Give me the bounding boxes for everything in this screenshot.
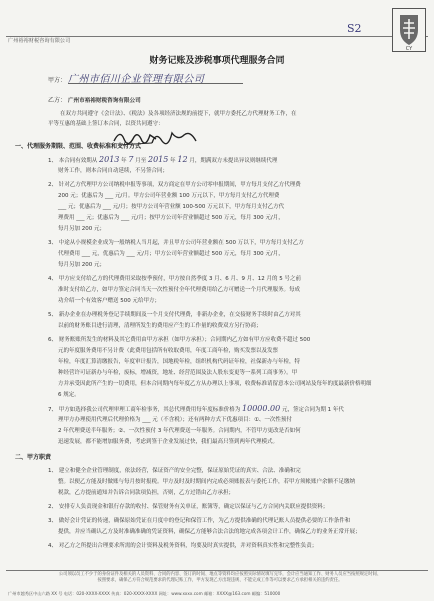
clause-6-line-1: 6、 财务账账所发生的材料及其它费用由甲方承担（如甲方承担）；合同期内乙方如有甲方应收费不超过 500 [48, 337, 311, 343]
section-2-heading: 二、甲方职责 [15, 454, 52, 461]
company-logo [392, 8, 426, 52]
contract-title: 财务记账及涉税事项代理服务合同 [149, 56, 285, 66]
party-b-row [48, 95, 141, 104]
duty-1-line-1: 1、 建立和健全企业管理制度，依法经营，保证资产的安全完整，保证原始凭证的真实、合法、准确和完 [48, 468, 301, 474]
clause-1-line-2: 财务工作，则本合同自动延续，不另签合同； [58, 168, 169, 174]
clause-2-line-4: 理费用 ___ 元；优惠后为 ___ 元/月；按甲方公司年营业额超过 500 万元，每月 300 元/月， [58, 215, 284, 221]
clause-6-line-2: 元的年度服务费用不另计费（此费用包括所有收取费用，年度工商年检，购买发票以及发票 [58, 348, 279, 354]
clause-6-line-6: 6 规定。 [58, 392, 80, 398]
clause-2-line-1: 2、 针对乙方代理甲方公司纳税申报等事项，双方商定在甲方公司零申报期间，甲方每月支付乙方代理费 [48, 182, 301, 188]
party-a-row [48, 70, 204, 85]
clause-4-line-1: 4、 甲方应支付给乙方的代理费用采取按季预付，甲方按自然季度 3 月、6 月、9 月、12 月的 5 号之前 [48, 276, 301, 282]
svg-text:CY: CY [405, 46, 413, 52]
intro-line-2: 平等互惠的基础上签订本合同，以资共同遵守： [48, 121, 164, 127]
clause-4-line-3: 功介绍一个有效客户赠送 500 元给甲方； [58, 298, 160, 304]
start-month-handwritten: 7 [128, 155, 134, 164]
clause-2-line-5: 每月另加 200 元； [58, 226, 105, 232]
end-year-handwritten: 2015 [148, 155, 169, 164]
party-a-name-handwritten: 广州市佰川企业管理有限公司 [67, 74, 205, 85]
clause-7-line-3: 2 年代理费送半年服务；②、一次性预付 3 年代理费送一年服务。合同期内，不管甲方更改是否如何 [58, 428, 301, 434]
duty-1-line-3: 税款，乙方提前通知并告诉合同款项负担，否则，乙方过错由乙方承担； [58, 490, 235, 496]
party-b-label: 乙方： [48, 97, 67, 104]
party-a-underline [68, 83, 243, 84]
clause-6-line-5: 方并承受因此所产生的一切费用，但本合同期内每年度乙方从办理以上事项，收费标准请留意本公司网站及每年的度最新价格明细 [58, 381, 372, 387]
signature-scribble-2 [150, 127, 200, 153]
clause-1-line-1: 1、 本合同有效期从 2013 年 7 月至 2015 年 12 月，期满双方未提出异议则继续代理 [48, 155, 278, 164]
section-1-heading: 一、代理服务期限、范围、收费标准和支付方式 [15, 143, 142, 150]
header-divider [6, 36, 428, 37]
duty-3-line-1: 3、 做好会计凭证的传递，确保原始凭证在月度中的登记和保管工作，为乙方提供准确的代理记账人员提供必要的工作条件和 [48, 518, 351, 524]
clause-7-line-4: 迅速发展，都不能增加服务费，考虑到签于企业发展过快，我们最高只签到两年代理模式。 [58, 439, 279, 445]
footer-contact-line: 广州市越秀区中山六路 XX 号 电话：020-XXXX-XXXX 传真：020-XXXX-XXXX 网址：www.xxxx.com 邮箱：XXXX@163.com 邮编：510000 [8, 591, 281, 596]
duty-4: 4、 对乙方之所提出合理要求所需的会计资料及税务资料，均要及时真实提供，并对资料真实性和完整性负责； [48, 543, 318, 549]
clause-4-line-2: 准时支付给乙方，如甲方签定合同当天一次性预付全年代理费用给乙方可赠送一个月代理服务。每成 [58, 287, 301, 293]
footer-divider [6, 570, 428, 571]
clause-3-line-2: 代理费用 ___ 元，优惠后为 ___ 元/月；甲方公司年营业额超过 500 万元，每月 300 元/月， [58, 251, 284, 257]
duty-2: 2、 安排专人负责现金和银行存款的收付、保管财务有关单证，账簿等，确定以保证与乙方合同内关联应提供资料； [48, 504, 329, 510]
clause-6-line-4: 种经营许可证新办与年检，废标，增减资，地址、经营范围及法人股东变更等一系列工商事务）。甲 [58, 370, 298, 376]
clause-2-line-2: 200 元；优惠后为 ___ 元/月。甲方公司年营业额 100 万元以下，甲方每月支付乙方代理费 [58, 193, 280, 199]
clause-5-line-2: 以前的财务账目进行清理，清理所发生的费用应产生的工作量的收费双方另行协商； [58, 323, 262, 329]
intro-line-1: 在双方共同遵守《会计法》、《税法》及各项经济法规的前提下，就甲方委托乙方代理财务工作，在 [60, 111, 297, 117]
clause-7-line-1: 7、 甲方如选择我公司代理审理工商年检事务，其总代理费用每年度标准价格为 10000.00 元，签定合同为期 1 年代 [48, 404, 344, 413]
duty-1-line-2: 整。以便乙方能及时做账与每月按时报税。甲方及时及时期间内完成必须账报表与委托工作，若甲方须帐账户余额不足缴纳 [58, 479, 356, 485]
clause-6-line-3: 年检，年度汇算清缴报告，年度审计报告，国地税年检，组织机构代码证年检，社保新办与年检，特 [58, 359, 301, 365]
end-month-handwritten: 12 [177, 155, 188, 164]
duty-3-line-2: 提供，并应当确认乙方及时准确准确的凭证资料，确保乙方能够合法合法的地完成各项会计工作，确保乙方的业务正常开展； [58, 529, 361, 535]
party-b-name: 广州市裕裕财税咨询有限公司 [67, 98, 141, 104]
clause-3-line-3: 每月另加 200 元； [58, 262, 105, 268]
footer-notice-line-2: 按照要求，确保乙方符合规范要求的代理记账工作，甲方发现乙方出现违规、不能完成工作等可以要求乙方承担相关的违约责任。 [97, 578, 343, 583]
clause-7-line-2: 理甲方办理使用代理后代理价格为 ___ 元（不含税）；还有两种方式下优惠项目：①、一次性预付 [58, 417, 292, 423]
clause-2-line-3: ___ 元；优惠后为 ___ 元/月；按甲方公司年营业额 100-500 万元以下，甲方每月支付乙方代 [58, 204, 285, 210]
clause-5-line-1: 5、 新办企业在办理税务登记手续期间及一个月支付代理费，非新办企业，在交接财务手续时由乙方对其 [48, 312, 301, 318]
party-a-label: 甲方： [48, 77, 67, 84]
fee-amount-handwritten: 10000.00 [242, 404, 281, 413]
clause-3-line-1: 3、 中途从小规模企业成为一般纳税人当月起，并且甲方公司年营业额在 500 万以下，甲方每月支付乙方 [48, 240, 304, 246]
footer-notice-line-1: 公司须以员工不少于的身份证件及相关的人员资料、合同的内容、签订的时间、地点等资料均应按照实际情况填写完毕，会计应当通知工作、财务人员应当按照规定时间、 [58, 572, 382, 577]
footer-notice [30, 572, 410, 584]
start-year-handwritten: 2013 [99, 155, 120, 164]
handwritten-page-number: S2 [347, 22, 362, 35]
header-company-name: 广州裕裕财税咨询有限公司 [8, 38, 71, 44]
